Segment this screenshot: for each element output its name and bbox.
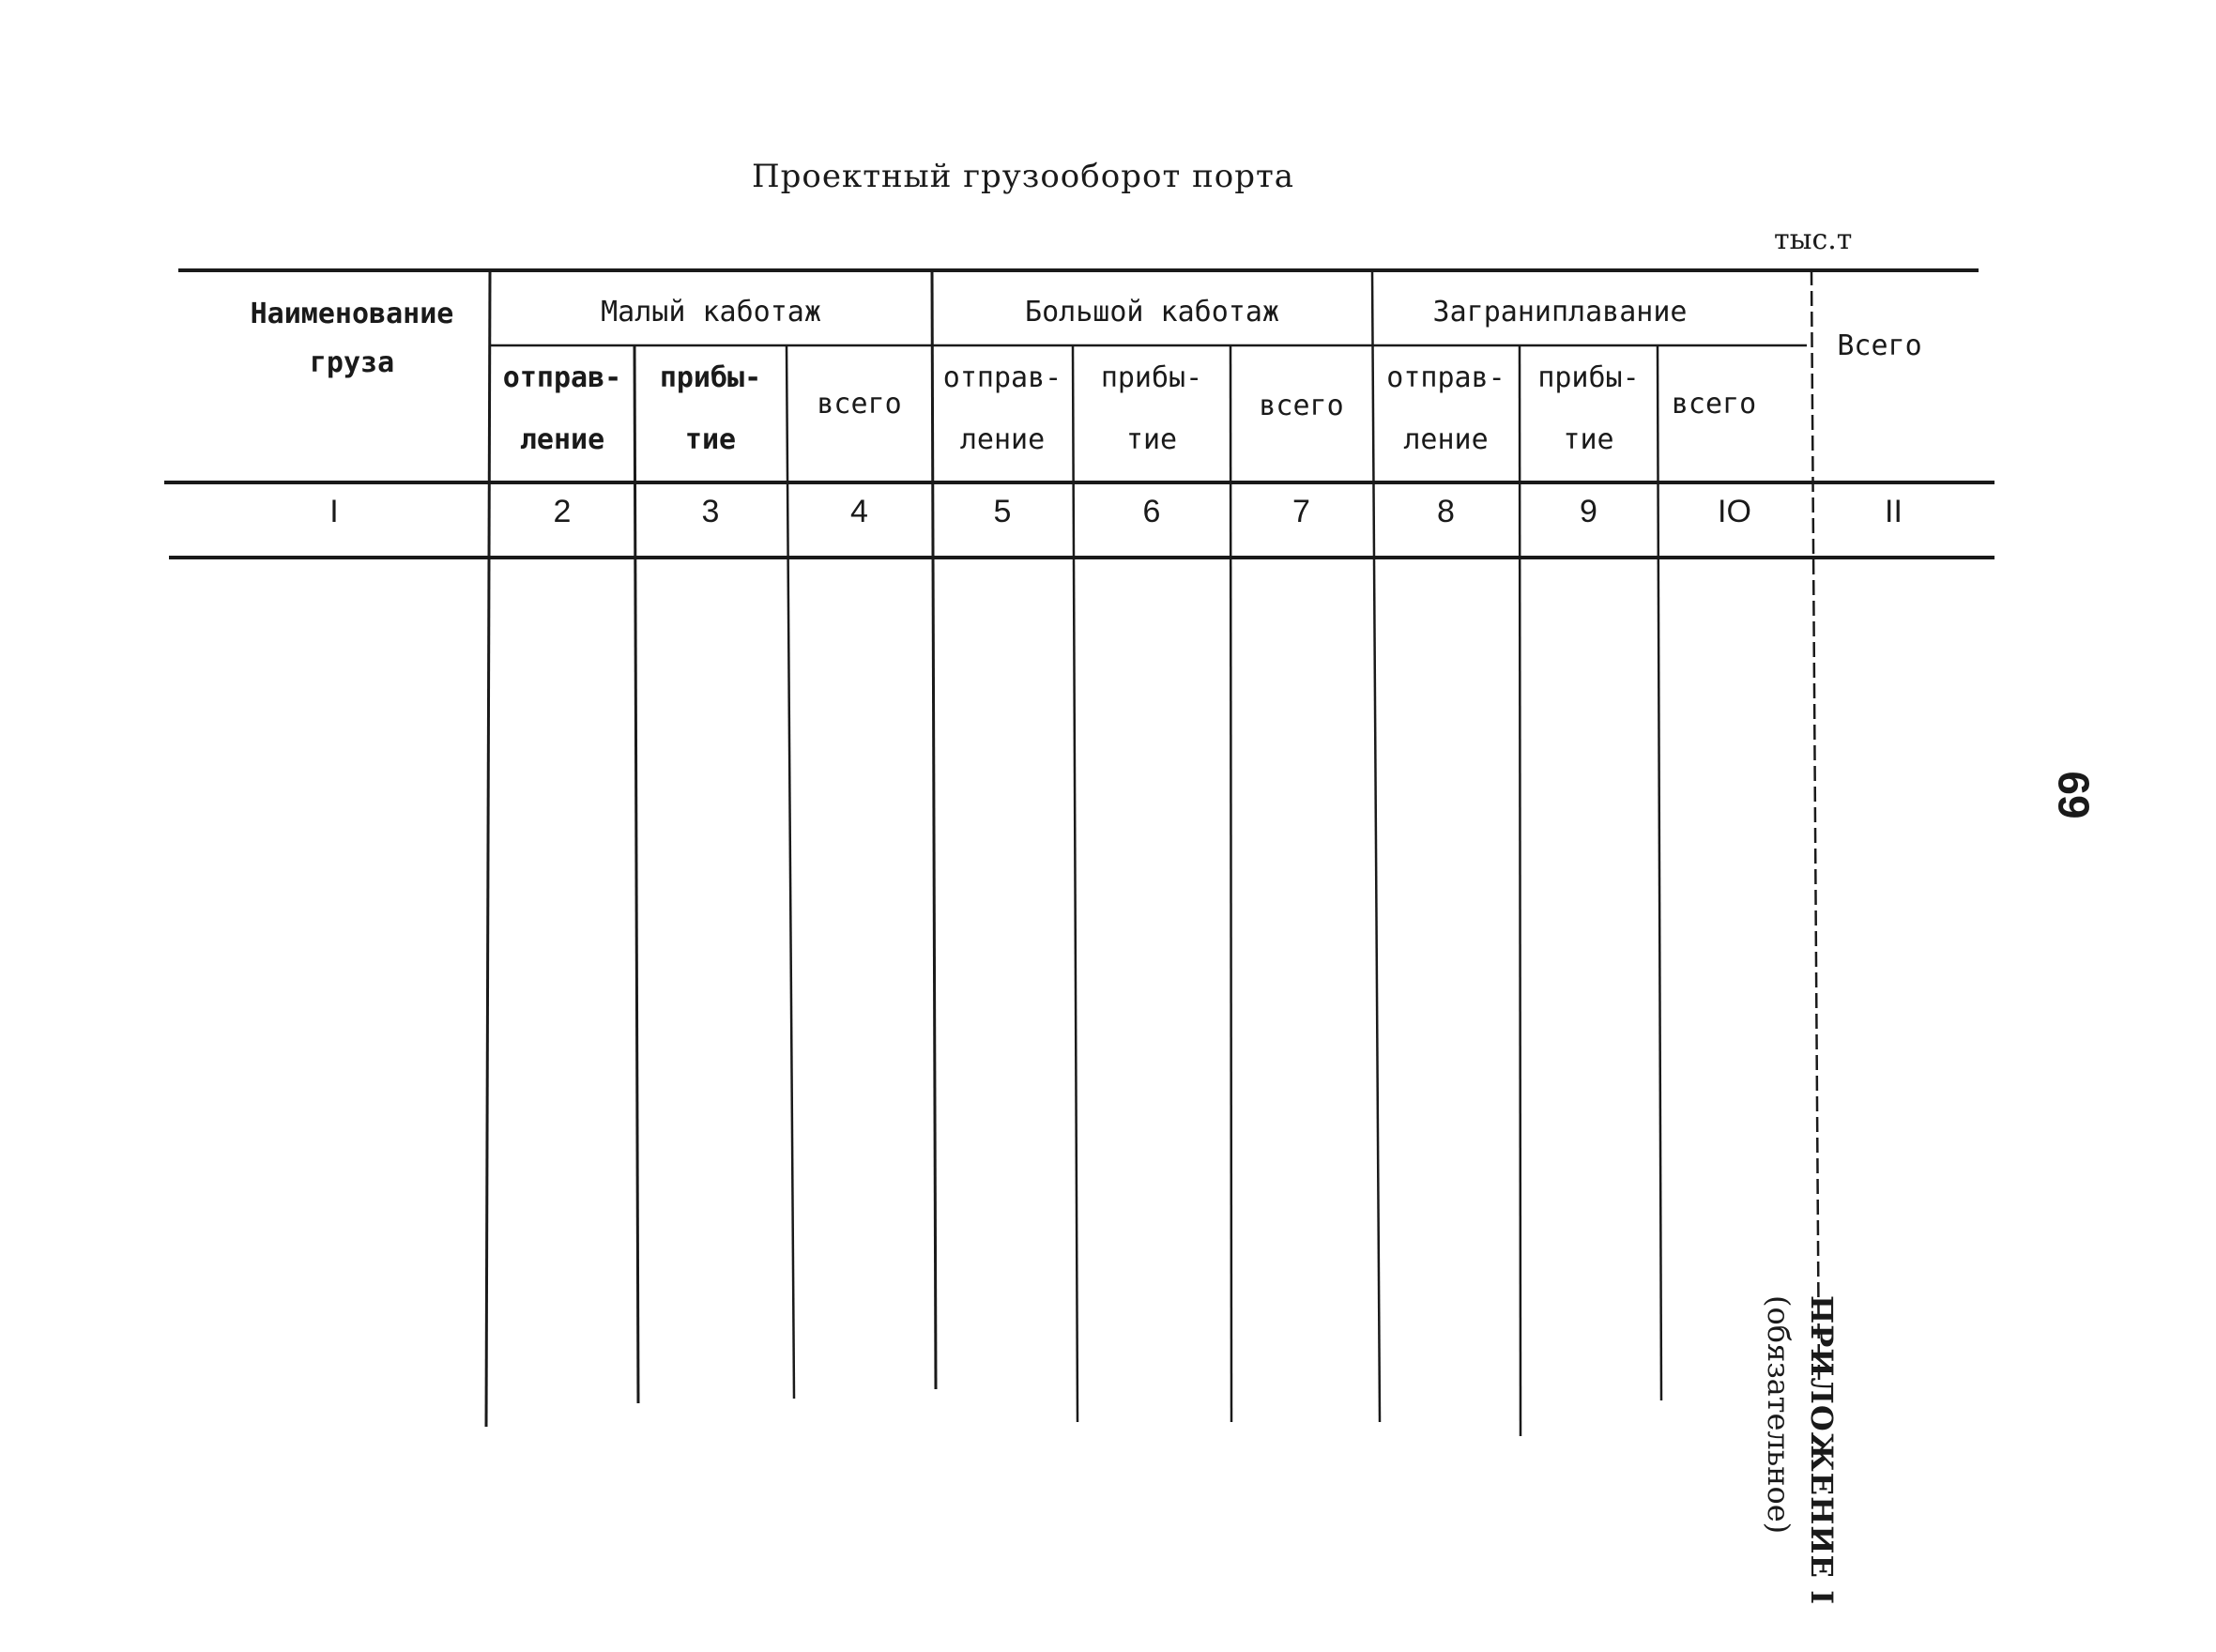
appendix-note: (обязательное) bbox=[1761, 1295, 1796, 1535]
header-small-total: всего bbox=[817, 388, 902, 421]
header-group-large-cabotage: Большой каботаж bbox=[1025, 296, 1279, 329]
header-grand-total: Всего bbox=[1837, 329, 1922, 362]
header-foreign-departure: отправ- ление bbox=[1386, 361, 1505, 456]
header-cargo-line2: груза bbox=[309, 346, 395, 379]
header-large-total: всего bbox=[1259, 390, 1344, 422]
column-number-10: IO bbox=[1718, 494, 1751, 529]
header-cargo-line1: Наименование bbox=[250, 298, 454, 330]
header-foreign-arrival: прибы- тие bbox=[1537, 361, 1640, 456]
document-title: Проектный грузооборот порта bbox=[751, 158, 1295, 195]
appendix-label-block bbox=[1761, 1295, 1840, 1652]
column-number-8: 8 bbox=[1437, 494, 1455, 529]
column-number-1: I bbox=[329, 494, 339, 529]
units-label: тыс.т bbox=[1774, 223, 1853, 256]
header-large-departure: отправ- ление bbox=[942, 361, 1062, 456]
column-number-5: 5 bbox=[993, 494, 1012, 529]
header-group-foreign-shipping: Заграниплавание bbox=[1432, 296, 1688, 329]
column-number-9: 9 bbox=[1580, 494, 1597, 529]
header-large-arrival: прибы- тие bbox=[1100, 361, 1203, 456]
header-group-small-cabotage: Малый каботаж bbox=[601, 296, 821, 329]
header-small-arrival: прибы- тие bbox=[659, 361, 762, 456]
column-number-11: II bbox=[1885, 494, 1903, 529]
header-foreign-total: всего bbox=[1671, 388, 1757, 421]
page-number: 69 bbox=[2049, 771, 2099, 819]
column-number-7: 7 bbox=[1292, 494, 1310, 529]
appendix-label: ПРИЛОЖЕНИЕ I bbox=[1804, 1295, 1840, 1606]
header-cargo-name bbox=[216, 300, 488, 377]
column-number-2: 2 bbox=[553, 494, 572, 529]
column-number-6: 6 bbox=[1142, 494, 1161, 529]
header-small-departure: отправ- ление bbox=[502, 361, 622, 456]
column-number-3: 3 bbox=[701, 494, 720, 529]
column-number-4: 4 bbox=[850, 494, 868, 529]
